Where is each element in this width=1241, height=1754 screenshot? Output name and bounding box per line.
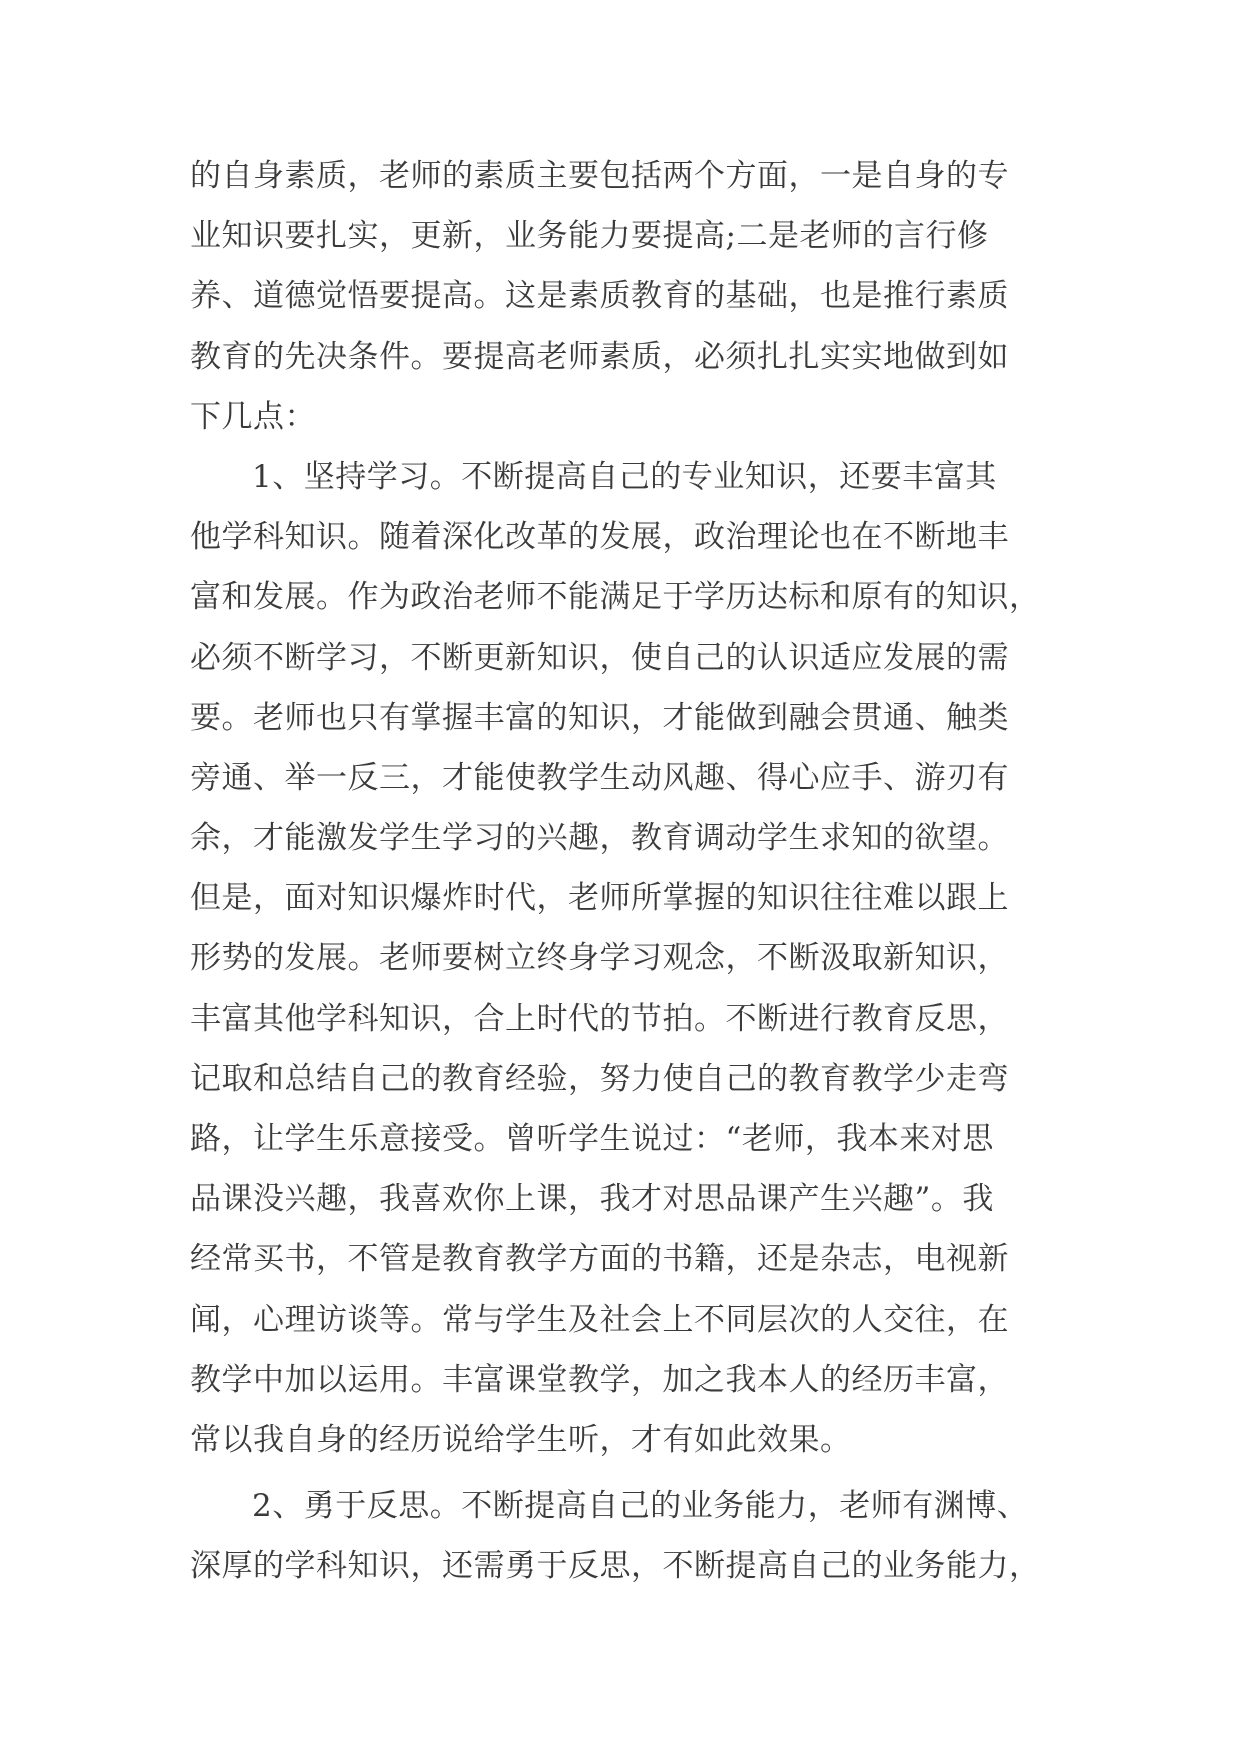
- text-line: 必须不断学习，不断更新知识，使自己的认识适应发展的需: [190, 639, 1009, 676]
- text-line: 富和发展。作为政治老师不能满足于学历达标和原有的知识，: [190, 579, 1041, 616]
- document-body: [190, 146, 1060, 1597]
- text-line: 常以我自身的经历说给学生听，才有如此效果。: [190, 1421, 852, 1458]
- paragraph-3: [190, 1476, 1060, 1596]
- text-line: 教学中加以运用。丰富课堂教学，加之我本人的经历丰富，: [190, 1361, 1009, 1398]
- text-line: 业知识要扎实，更新，业务能力要提高;二是老师的言行修: [190, 218, 989, 255]
- paragraph-2: [190, 447, 1060, 1470]
- text-line: 余，才能激发学生学习的兴趣，教育调动学生求知的欲望。: [190, 820, 1009, 857]
- text-line: 形势的发展。老师要树立终身学习观念，不断汲取新知识，: [190, 940, 1009, 977]
- text-line: 品课没兴趣，我喜欢你上课，我才对思品课产生兴趣”。我: [190, 1181, 994, 1218]
- text-line: 但是，面对知识爆炸时代，老师所掌握的知识往往难以跟上: [190, 880, 1009, 917]
- text-line: 丰富其他学科知识，合上时代的节拍。不断进行教育反思，: [190, 1000, 1009, 1037]
- text-line: 路，让学生乐意接受。曾听学生说过：“老师，我本来对思: [190, 1121, 994, 1157]
- text-line: 教育的先决条件。要提高老师素质，必须扎扎实实地做到如: [190, 338, 1009, 375]
- text-line: 的自身素质，老师的素质主要包括两个方面，一是自身的专: [190, 158, 1009, 194]
- text-line: 2、勇于反思。不断提高自己的业务能力，老师有渊博、: [252, 1488, 1029, 1525]
- text-line: 旁通、举一反三，才能使教学生动风趣、得心应手、游刃有: [190, 759, 1009, 796]
- text-line: 闻，心理访谈等。常与学生及社会上不同层次的人交往，在: [190, 1301, 1009, 1338]
- paragraph-1: [190, 146, 1060, 447]
- text-line: 经常买书，不管是教育教学方面的书籍，还是杂志，电视新: [190, 1241, 1009, 1278]
- text-line: 1、坚持学习。不断提高自己的专业知识，还要丰富其: [252, 458, 997, 495]
- text-line: 养、道德觉悟要提高。这是素质教育的基础，也是推行素质: [190, 278, 1009, 315]
- text-line: 他学科知识。随着深化改革的发展，政治理论也在不断地丰: [190, 519, 1009, 556]
- text-line: 深厚的学科知识，还需勇于反思，不断提高自己的业务能力，: [190, 1548, 1041, 1585]
- text-line: 要。老师也只有掌握丰富的知识，才能做到融会贯通、触类: [190, 699, 1009, 736]
- text-line: 下几点：: [190, 398, 316, 435]
- text-line: 记取和总结自己的教育经验，努力使自己的教育教学少走弯: [190, 1060, 1009, 1097]
